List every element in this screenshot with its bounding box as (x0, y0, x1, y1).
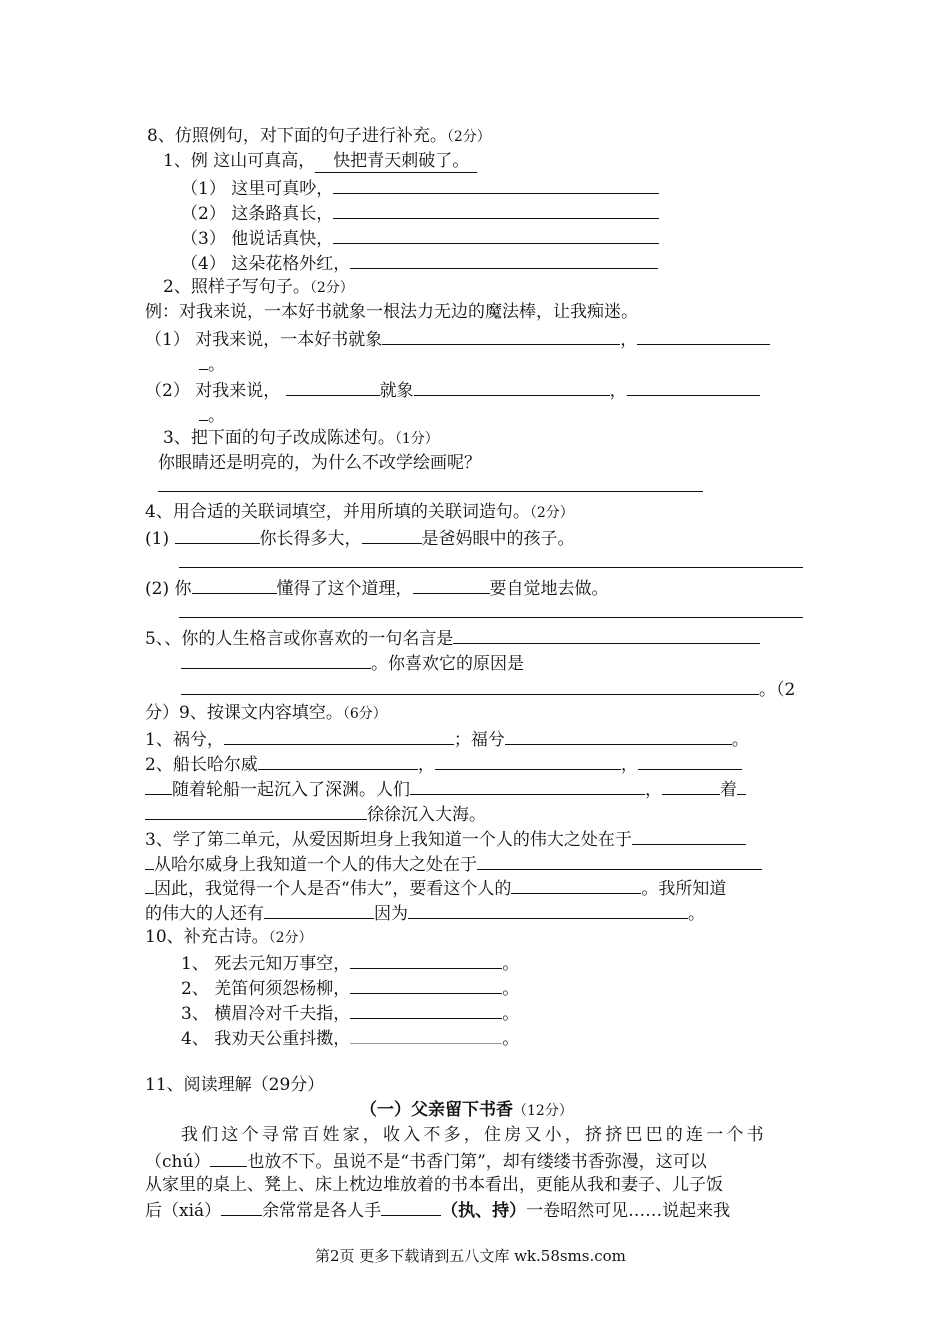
q8-item-3: （3） 他说话真快， (181, 226, 659, 250)
q8-sub5-reason: 。你喜欢它的原因是 (181, 651, 524, 675)
q8-item-2: （2） 这条路真长， (181, 201, 659, 225)
q8-sub4-item2: (2) 你 懂得了这个道理， 要自觉地去做。 (145, 576, 609, 600)
answer-blank[interactable] (511, 876, 641, 894)
answer-blank[interactable] (199, 352, 208, 370)
answer-blank[interactable] (333, 201, 659, 219)
q8-item-1: （1） 这里可真吵， (181, 176, 659, 200)
q8-sub4-item1: (1) 你长得多大， 是爸妈眼中的孩子。 (145, 526, 575, 550)
q8-sub2-item2: （2） 对我来说， 就象 ， (145, 378, 760, 402)
answer-blank[interactable] (224, 727, 454, 745)
answer-blank[interactable] (413, 576, 490, 594)
q9-line-5: 3、学了第二单元，从爱因斯坦身上我知道一个人的伟大之处在于 (145, 827, 746, 851)
q9-title: 分）9、按课文内容填空。（6分） (145, 703, 387, 723)
passage-title: （一）父亲留下书香（12分） (360, 1100, 573, 1120)
answer-blank[interactable] (333, 226, 659, 244)
answer-blank[interactable] (350, 251, 658, 269)
answer-line[interactable] (158, 491, 703, 492)
answer-blank[interactable] (350, 1026, 502, 1044)
answer-blank[interactable] (175, 526, 260, 544)
answer-blank[interactable] (362, 526, 422, 544)
answer-blank[interactable] (145, 852, 154, 870)
q9-line-8: 的伟大的人还有 因为 。 (145, 901, 705, 925)
q8-sub2-item2-end: 。 (199, 403, 225, 427)
answer-blank[interactable] (505, 727, 732, 745)
answer-blank[interactable] (181, 651, 371, 669)
q8-example-answer: 快把青天刺破了。 (315, 150, 477, 173)
answer-blank[interactable] (453, 626, 760, 644)
answer-blank[interactable] (382, 327, 620, 345)
answer-blank[interactable] (638, 752, 742, 770)
answer-blank[interactable] (192, 576, 277, 594)
q8-sub5: 5、、你的人生格言或你喜欢的一句名言是 (145, 626, 760, 650)
answer-blank[interactable] (199, 403, 208, 421)
answer-line[interactable] (179, 617, 803, 618)
answer-blank[interactable] (410, 777, 645, 795)
answer-blank[interactable] (477, 852, 762, 870)
answer-blank[interactable] (286, 378, 380, 396)
answer-blank[interactable] (350, 951, 502, 969)
page-footer: 第2页 更多下载请到五八文库 wk.58sms.com (315, 1247, 626, 1265)
q11-title: 11、阅读理解（29分） (145, 1075, 325, 1095)
q8-title: 8、仿照例句，对下面的句子进行补充。（2分） (147, 126, 491, 146)
answer-blank[interactable] (662, 777, 720, 795)
answer-blank[interactable] (408, 901, 688, 919)
passage-line-4: 后（xiá） 余常常是各人手 （执、持）一卷昭然可见……说起来我 (145, 1198, 730, 1222)
answer-blank[interactable] (414, 378, 610, 396)
answer-blank[interactable] (145, 777, 172, 795)
q10-item-3: 3、 横眉冷对千夫指， 。 (181, 1001, 519, 1025)
answer-blank[interactable] (381, 1198, 441, 1216)
q10-item-2: 2、 羌笛何须怨杨柳， 。 (181, 976, 519, 1000)
answer-blank[interactable] (350, 1001, 502, 1019)
q10-item-4: 4、 我劝天公重抖擞， 。 (181, 1026, 519, 1050)
q8-sub2-item1-end: 。 (199, 352, 225, 376)
q8-sub2-example: 例：对我来说，一本好书就象一根法力无边的魔法棒，让我痴迷。 (145, 302, 638, 322)
answer-blank[interactable] (181, 677, 759, 695)
answer-blank[interactable] (210, 1149, 247, 1167)
q8-item-4: （4） 这朵花格外红， (181, 251, 658, 275)
answer-blank[interactable] (221, 1198, 262, 1216)
q8-sub4-title: 4、用合适的关联词填空，并用所填的关联词造句。（2分） (145, 502, 574, 522)
answer-blank[interactable] (145, 802, 367, 820)
answer-blank[interactable] (627, 378, 760, 396)
q8-sub3-sentence: 你眼睛还是明亮的，为什么不改学绘画呢？ (158, 453, 481, 473)
q8-sub2-item1: （1） 对我来说，一本好书就象 ， (145, 327, 770, 351)
q8-sub5-line: 。（2 (181, 677, 795, 701)
passage-line-3: 从家里的桌上、凳上、床上枕边堆放着的书本看出，更能从我和妻子、儿子饭 (145, 1175, 723, 1195)
answer-blank[interactable] (637, 327, 770, 345)
q9-line-4: 徐徐沉入大海。 (145, 802, 486, 826)
passage-line-2: （chú） 也放不下。虽说不是“书香门第”，却有缕缕书香弥漫，这可以 (145, 1149, 707, 1173)
q8-sub2-title: 2、照样子写句子。（2分） (163, 277, 354, 297)
q9-line-2: 2、船长哈尔威 ， ， (145, 752, 742, 776)
q8-sub3-title: 3、把下面的句子改成陈述句。（1分） (163, 428, 439, 448)
q10-item-1: 1、 死去元知万事空， 。 (181, 951, 519, 975)
answer-blank[interactable] (333, 176, 659, 194)
answer-blank[interactable] (435, 752, 621, 770)
answer-blank[interactable] (145, 876, 154, 894)
answer-blank[interactable] (737, 777, 746, 795)
q9-line-7: 因此，我觉得一个人是否“伟大”，要看这个人的 。我所知道 (145, 876, 726, 900)
q9-line-3: 随着轮船一起沉入了深渊。人们 ， 着 (145, 777, 746, 801)
answer-blank[interactable] (264, 901, 374, 919)
q8-example: 1、例 这山可真高， 快把青天刺破了。 (163, 150, 477, 173)
passage-line-1: 我们这个寻常百姓家，收入不多，住房又小，挤挤巴巴的连一个书 (181, 1125, 767, 1145)
answer-blank[interactable] (258, 752, 418, 770)
answer-blank[interactable] (350, 976, 502, 994)
answer-line[interactable] (179, 567, 803, 568)
q9-line-6: 从哈尔威身上我知道一个人的伟大之处在于 (145, 852, 762, 876)
q9-line-1: 1、祸兮， ；福兮 。 (145, 727, 749, 751)
q10-title: 10、补充古诗。（2分） (145, 927, 313, 947)
answer-blank[interactable] (632, 827, 746, 845)
